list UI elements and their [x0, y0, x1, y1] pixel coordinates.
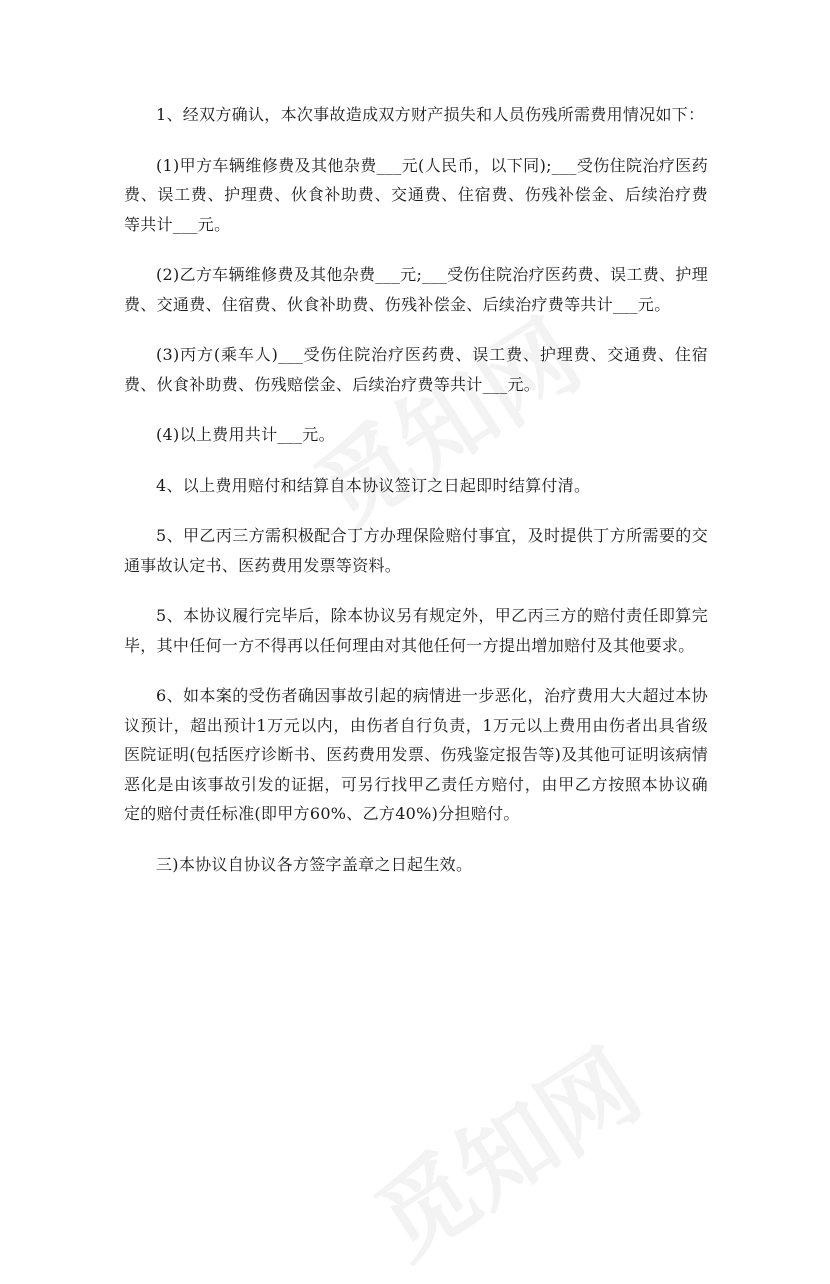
paragraph-party-c-costs: (3)丙方(乘车人)___受伤住院治疗医药费、误工费、护理费、交通费、住宿费、伙食补助费、伤残赔偿金、后续治疗费等共计___元。: [124, 345, 708, 394]
paragraph-worsening-condition: 6、如本案的受伤者确因事故引起的病情进一步恶化，治疗费用大大超过本协议预计，超出预计1万元以内，由伤者自行负责，1万元以上费用由伤者出具省级医院证明(包括医疗诊断书、医药费用发票、伤残鉴定报告等)及其他可证明该病情恶化是由该事故引发的证据，可另行找甲乙责任方赔付，由甲乙方按照本协议确定的赔付责任标准(即甲方60%、乙方40%)分担赔付。: [124, 686, 708, 823]
document-body: [124, 100, 708, 900]
paragraph-total-costs: (4)以上费用共计___元。: [156, 425, 335, 444]
paragraph-confirmation: 1、经双方确认，本次事故造成双方财产损失和人员伤残所需费用情况如下：: [156, 105, 705, 124]
paragraph-insurance-cooperation: 5、甲乙丙三方需积极配合丁方办理保险赔付事宜，及时提供丁方所需要的交通事故认定书、医药费用发票等资料。: [124, 526, 708, 575]
paragraph-settlement: 4、以上费用赔付和结算自本协议签订之日起即时结算付清。: [156, 475, 591, 495]
watermark: [346, 1013, 662, 1284]
paragraph-completion: 5、本协议履行完毕后，除本协议另有规定外，甲乙丙三方的赔付责任即算完毕，其中任何一方不得再以任何理由对其他任何一方提出增加赔付及其他要求。: [124, 606, 708, 655]
paragraph-effective-date: 三)本协议自协议各方签字盖章之日起生效。: [156, 854, 473, 874]
paragraph-party-b-costs: (2)乙方车辆维修费及其他杂费___元;___受伤住院治疗医药费、误工费、护理费、交通费、住宿费、伙食补助费、伤残补偿金、后续治疗费等共计___元。: [124, 265, 708, 314]
paragraph-party-a-costs: (1)甲方车辆维修费及其他杂费___元(人民币，以下同);___受伤住院治疗医药费、误工费、护理费、伙食补助费、交通费、住宿费、伤残补偿金、后续治疗费等共计___元。: [124, 155, 708, 234]
